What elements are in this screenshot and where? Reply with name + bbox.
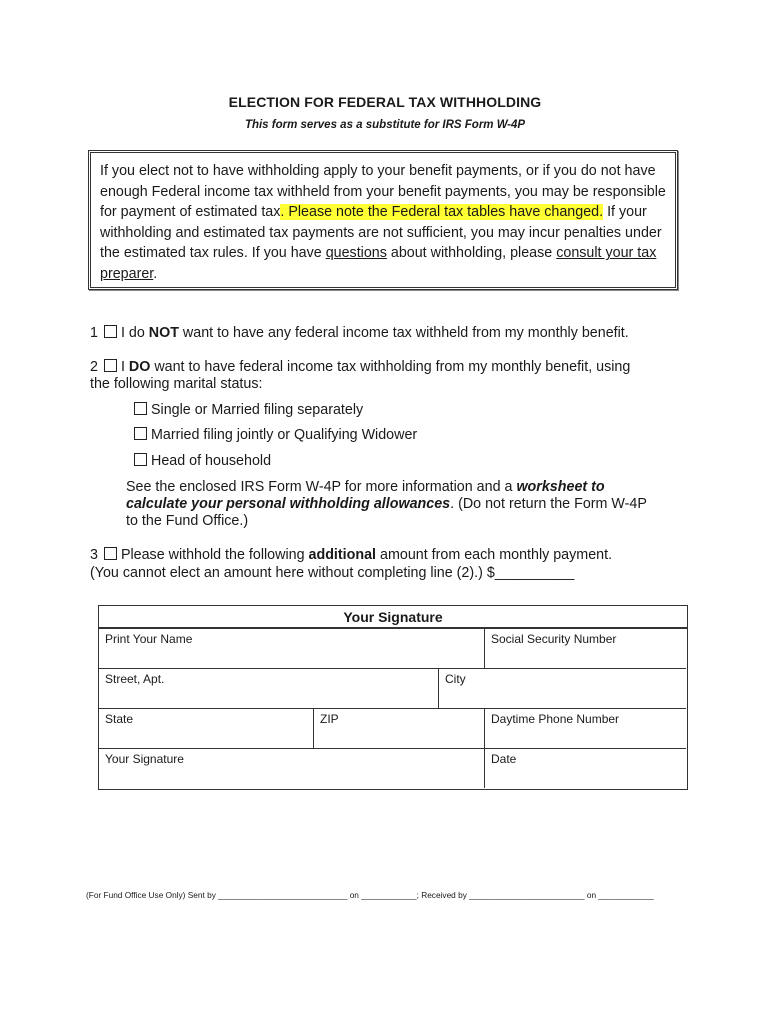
option-2 — [90, 359, 630, 377]
option-3-bold: additional — [308, 547, 377, 563]
print-name-field[interactable] — [99, 629, 485, 669]
ssn-label: Social Security Number — [491, 632, 617, 646]
option-3-checkbox[interactable] — [104, 547, 117, 560]
status-single-label: Single or Married filing separately — [151, 402, 364, 418]
street-label: Street, Apt. — [105, 672, 165, 686]
status-head-label: Head of household — [151, 453, 272, 469]
questions-link[interactable]: questions — [325, 245, 387, 262]
option-1-post: want to have any federal income tax withheld from my monthly benefit. — [178, 325, 629, 341]
option-1 — [90, 325, 629, 343]
option-1-number: 1 — [90, 325, 98, 341]
option-2-checkbox[interactable] — [104, 359, 117, 372]
signature-block — [98, 605, 688, 790]
option-1-bold: NOT — [148, 325, 179, 341]
street-field[interactable] — [99, 669, 439, 709]
option-3-pre: Please withhold the following — [120, 547, 309, 563]
option-2-post: want to have federal income tax withholding from my monthly benefit, using — [150, 359, 631, 375]
option-2-number: 2 — [90, 359, 98, 375]
option-2-bold: DO — [128, 359, 151, 375]
state-field[interactable] — [99, 709, 314, 749]
phone-label: Daytime Phone Number — [491, 712, 620, 726]
city-field[interactable] — [439, 669, 686, 709]
option-3 — [90, 547, 612, 565]
see-form-pre: See the enclosed IRS Form W-4P for more information and a — [126, 479, 517, 495]
form-subtitle: This form serves as a substitute for IRS Form W-4P — [244, 119, 526, 131]
notice-text-part4: . — [153, 265, 158, 282]
see-form-bold2: calculate your personal withholding allowances — [126, 496, 451, 512]
your-signature-field[interactable] — [99, 749, 485, 788]
see-form-line1 — [126, 479, 605, 497]
status-joint-checkbox[interactable] — [134, 427, 147, 440]
form-title: ELECTION FOR FEDERAL TAX WITHHOLDING — [228, 94, 542, 110]
status-joint — [134, 427, 417, 445]
state-label: State — [105, 712, 134, 726]
date-field[interactable] — [485, 749, 686, 788]
zip-field[interactable] — [314, 709, 485, 749]
notice-text-part3: about withholding, please — [386, 245, 557, 262]
option-2-line2: the following marital status: — [90, 376, 263, 392]
see-form-line2 — [126, 496, 647, 514]
status-single-checkbox[interactable] — [134, 402, 147, 415]
print-name-label: Print Your Name — [105, 632, 193, 646]
status-head-checkbox[interactable] — [134, 453, 147, 466]
notice-text-part1: If you elect not to have withholding apply to your benefit payments, or if you do not have enough Federal income tax withheld from your benefit payments, you may be responsible for payment of estimated tax — [100, 163, 666, 221]
option-3-number: 3 — [90, 547, 98, 563]
status-single — [134, 402, 363, 420]
notice-highlight: . Please note the Federal tax tables have changed. — [280, 204, 604, 221]
consult-preparer-link[interactable]: consult your tax preparer — [100, 245, 657, 282]
phone-field[interactable] — [485, 709, 686, 749]
date-label: Date — [491, 752, 517, 766]
status-head — [134, 453, 271, 471]
option-3-post: amount from each monthly payment. — [376, 547, 613, 563]
option-3-line2: (You cannot elect an amount here without completing line (2).) $__________ — [90, 565, 575, 581]
status-joint-label: Married filing jointly or Qualifying Widower — [151, 427, 418, 443]
notice-text — [100, 161, 674, 285]
city-label: City — [445, 672, 466, 686]
see-form-line3: to the Fund Office.) — [126, 513, 249, 529]
see-form-bold1: worksheet to — [516, 479, 605, 495]
option-2-pre: I — [120, 359, 129, 375]
fund-office-footer: (For Fund Office Use Only) Sent by ____________________________ on ____________; Received by _________________________ on ____________ — [86, 890, 654, 900]
zip-label: ZIP — [320, 712, 339, 726]
signature-header: Your Signature — [99, 606, 687, 629]
notice-box — [88, 150, 678, 290]
see-form-post: . (Do not return the Form W-4P — [450, 496, 647, 512]
notice-text-part2: If your withholding and estimated tax payments are not sufficient, you may incur penalties under the estimated tax rules. If you have — [100, 204, 662, 262]
your-signature-label: Your Signature — [105, 752, 184, 766]
ssn-field[interactable] — [485, 629, 686, 669]
option-1-pre: I do — [120, 325, 149, 341]
option-1-checkbox[interactable] — [104, 325, 117, 338]
